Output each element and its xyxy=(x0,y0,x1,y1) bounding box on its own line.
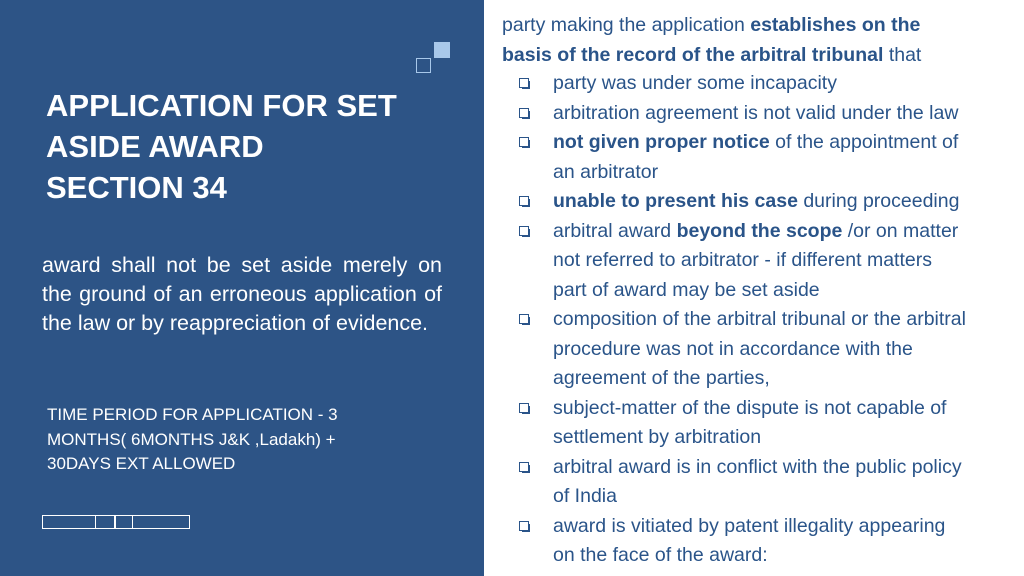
list-item-line xyxy=(553,482,1024,512)
list-item-text: during proceeding xyxy=(797,190,960,212)
list-item-text: part of award may be set aside xyxy=(553,278,820,301)
list-item-text-bold: not given proper notice xyxy=(553,131,770,153)
title-line: SECTION 34 xyxy=(46,170,227,205)
list-item-text: arbitral award xyxy=(553,219,677,242)
list-item-text: on the face of the award: xyxy=(553,544,768,566)
intro-text-bold: establishes on the xyxy=(750,14,921,36)
list-item-line xyxy=(553,187,1024,217)
list-item-text: arbitral award is in conflict with the public policy xyxy=(553,455,962,478)
list-item xyxy=(484,99,1024,129)
intro-text-plain: party making the application xyxy=(502,14,751,36)
list-item-text: arbitration agreement is not valid under the law xyxy=(553,101,959,124)
decorative-bar-segment xyxy=(132,515,190,529)
list-item-text-bold: beyond the scope xyxy=(676,219,843,242)
time-period-note xyxy=(47,403,427,477)
grounds-list xyxy=(484,69,1024,571)
intro-text xyxy=(502,10,1022,70)
list-item-text: award is vitiated by patent illegality appearing xyxy=(553,514,946,537)
list-item-text: agreement of the parties, xyxy=(553,367,770,389)
list-item xyxy=(484,453,1024,512)
checkbox-bullet-icon xyxy=(519,521,529,531)
checkbox-bullet-icon xyxy=(519,314,529,324)
list-item-text: of the appointment of xyxy=(769,131,959,153)
decorative-bar-segment xyxy=(95,515,116,529)
list-item-line xyxy=(553,364,1024,394)
checkbox-bullet-icon xyxy=(519,196,529,206)
list-item-line xyxy=(553,217,1024,247)
list-item-text: subject-matter of the dispute is not capable of xyxy=(553,396,947,419)
decorative-square-filled xyxy=(434,42,450,58)
list-item-text: settlement by arbitration xyxy=(553,426,762,448)
list-item-line xyxy=(553,305,1024,335)
list-item xyxy=(484,69,1024,99)
checkbox-bullet-icon xyxy=(519,226,529,236)
list-item xyxy=(484,187,1024,217)
checkbox-bullet-icon xyxy=(519,137,529,147)
list-item-line xyxy=(553,394,1024,424)
time-period-line: 30DAYS EXT ALLOWED xyxy=(47,454,236,473)
right-panel xyxy=(484,0,1024,576)
decorative-bar-segment xyxy=(114,515,133,529)
list-item-text-bold: unable to present his case xyxy=(553,190,798,212)
slide-title xyxy=(46,85,466,208)
list-item-line xyxy=(553,158,1024,188)
list-item-text: /or on matter xyxy=(842,219,959,242)
list-item-text: an arbitrator xyxy=(553,160,659,183)
list-item xyxy=(484,305,1024,394)
list-item-line xyxy=(553,453,1024,483)
list-item-text: not referred to arbitrator - if different matters xyxy=(553,249,932,271)
title-line: ASIDE AWARD xyxy=(46,129,264,164)
list-item-line xyxy=(553,99,1024,129)
decorative-bar xyxy=(42,515,190,529)
checkbox-bullet-icon xyxy=(519,78,529,88)
decorative-squares xyxy=(416,42,452,76)
decorative-bar-segment xyxy=(42,515,96,529)
list-item-line xyxy=(553,246,1024,276)
list-item-line xyxy=(553,128,1024,158)
time-period-line: MONTHS( 6MONTHS J&K ,Ladakh) + xyxy=(47,429,336,449)
intro-text-plain: that xyxy=(883,44,922,66)
list-item-text: of India xyxy=(553,485,617,507)
list-item-text: composition of the arbitral tribunal or the arbitral xyxy=(553,308,966,330)
checkbox-bullet-icon xyxy=(519,108,529,118)
list-item xyxy=(484,217,1024,306)
list-item xyxy=(484,394,1024,453)
list-item-line xyxy=(553,423,1024,453)
list-item-line xyxy=(553,335,1024,365)
list-item xyxy=(484,128,1024,187)
list-item-text: procedure was not in accordance with the xyxy=(553,337,913,360)
left-panel xyxy=(0,0,484,576)
body-paragraph: award shall not be set aside merely on the ground of an erroneous application of the law or by reappreciation of evidence. xyxy=(42,253,442,335)
list-item-line xyxy=(553,541,1024,571)
title-line: APPLICATION FOR SET xyxy=(46,88,397,123)
intro-line-1 xyxy=(502,10,1022,40)
list-item-line xyxy=(553,276,1024,306)
decorative-square-outline xyxy=(416,58,431,73)
intro-text-bold: basis of the record of the arbitral tribunal xyxy=(502,44,884,66)
list-item-text: party was under some incapacity xyxy=(553,72,837,94)
list-item-line xyxy=(553,512,1024,542)
list-item-line xyxy=(553,69,1024,99)
checkbox-bullet-icon xyxy=(519,462,529,472)
time-period-line: TIME PERIOD FOR APPLICATION - 3 xyxy=(47,405,338,424)
intro-line-2 xyxy=(502,40,1022,70)
list-item xyxy=(484,512,1024,571)
checkbox-bullet-icon xyxy=(519,403,529,413)
